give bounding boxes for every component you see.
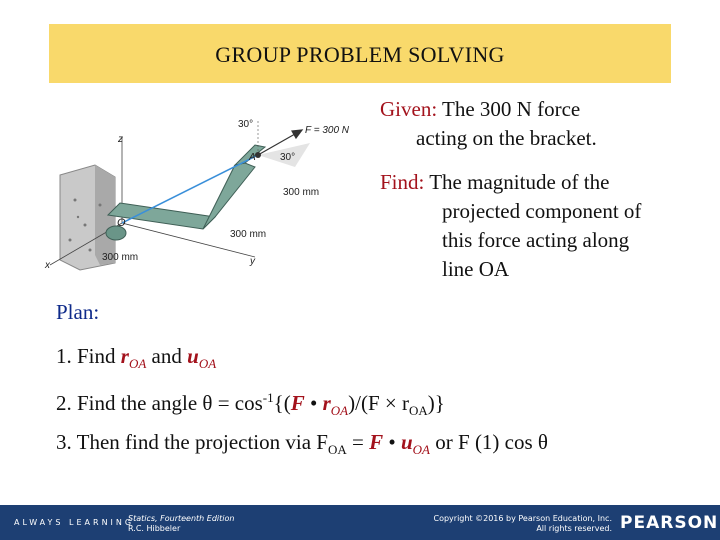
dim-middle-label: 300 mm	[230, 229, 267, 240]
step3-f-subscript: OA	[327, 442, 347, 458]
book-title: Statics, Fourteenth Edition	[128, 514, 235, 523]
find-line3: this force acting along	[442, 228, 630, 252]
step3-dot: •	[383, 430, 401, 454]
copyright-line2: All rights reserved.	[536, 524, 612, 533]
step2-dot: •	[304, 391, 323, 415]
always-learning-text: ALWAYS LEARNING	[14, 518, 135, 527]
plan-step-2	[56, 390, 445, 419]
step2-prefix: 2. Find the angle θ = cos	[56, 391, 263, 415]
step2-open: {(	[273, 391, 291, 415]
bracket-figure	[40, 105, 370, 280]
axis-y-label: y	[250, 256, 255, 267]
bracket-arm	[106, 145, 265, 240]
plan-step-3	[56, 430, 548, 458]
given-line1: The 300 N force	[437, 97, 581, 121]
angle-right-label: 30°	[280, 152, 296, 163]
title-banner	[49, 24, 671, 83]
step2-f-vector: F	[290, 391, 305, 415]
step2-close: )}	[427, 391, 445, 415]
find-line1: The magnitude of the	[424, 170, 610, 194]
step3-equals: =	[346, 430, 370, 454]
step3-u-vector: u	[400, 430, 413, 454]
axis-z-label: z	[118, 134, 123, 145]
find-label: Find:	[380, 170, 425, 194]
copyright-notice	[433, 514, 612, 534]
book-citation	[128, 514, 234, 534]
pearson-logo: PEARSON	[620, 513, 719, 533]
copyright-line1: Copyright ©2016 by Pearson Education, Inc.	[433, 514, 612, 523]
axis-x-label: x	[45, 260, 50, 271]
point-a-label: A	[249, 152, 256, 163]
find-block	[380, 168, 641, 284]
step1-r-vector: r	[120, 344, 129, 368]
given-label: Given:	[380, 97, 438, 121]
step2-mid: )/(F × r	[348, 391, 409, 415]
given-line2: acting on the bracket.	[416, 126, 597, 150]
find-line4: line OA	[442, 257, 510, 281]
step2-superscript: -1	[262, 390, 274, 405]
plan-heading: Plan:	[56, 300, 100, 324]
step3-f-vector: F	[369, 430, 384, 454]
find-line2: projected component of	[442, 199, 642, 223]
step3-u-subscript: OA	[412, 442, 431, 458]
dim-upper-label: 300 mm	[283, 187, 320, 198]
given-block	[380, 95, 597, 153]
step1-prefix: 1. Find	[56, 344, 121, 368]
step1-r-subscript: OA	[128, 356, 147, 372]
slide-title: GROUP PROBLEM SOLVING	[215, 42, 505, 67]
step2-r-vector: r	[322, 391, 331, 415]
step1-and: and	[146, 344, 188, 368]
angle-top-label: 30°	[238, 119, 254, 130]
book-author: R.C. Hibbeler	[128, 524, 181, 533]
point-o-label: O	[117, 217, 126, 229]
step1-u-vector: u	[187, 344, 199, 368]
step3-prefix: 3. Then find the projection via F	[56, 430, 328, 454]
step1-u-subscript: OA	[198, 356, 217, 372]
step2-r-subscript-2: OA	[408, 403, 428, 419]
point-a-marker	[255, 152, 261, 158]
step3-tail: or F (1) cos θ	[430, 430, 548, 454]
plan-step-1	[56, 344, 216, 372]
dim-lower-label: 300 mm	[102, 252, 139, 263]
footer-bar	[0, 505, 720, 540]
step2-r-subscript: OA	[330, 403, 349, 419]
force-label: F = 300 N	[305, 125, 350, 136]
